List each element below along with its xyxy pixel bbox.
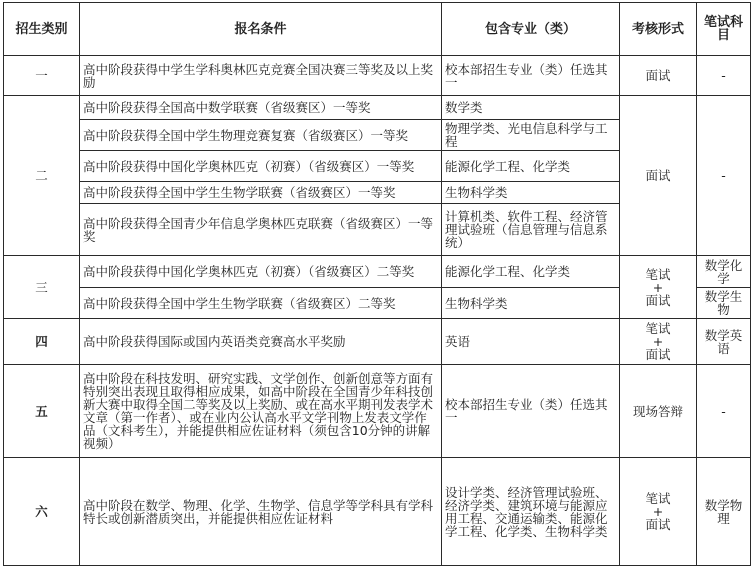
admission-table xyxy=(3,2,751,566)
condition-cell: 高中阶段获得国际或国内英语类竞赛高水平奖励 xyxy=(80,319,442,365)
assessment-cell: 面试 xyxy=(620,96,697,256)
header-major: 包含专业（类） xyxy=(442,3,620,56)
written-subject-cell: - xyxy=(697,96,751,256)
major-cell: 数学类 xyxy=(442,96,620,120)
table-row xyxy=(4,365,751,458)
condition-cell: 高中阶段获得中学生学科奥林匹克竞赛全国决赛三等奖及以上奖励 xyxy=(80,56,442,96)
table-row xyxy=(4,96,751,120)
assessment-cell: 面试 xyxy=(620,56,697,96)
major-cell: 能源化学工程、化学类 xyxy=(442,256,620,288)
written-subject-cell: - xyxy=(697,56,751,96)
assessment-cell: 现场答辩 xyxy=(620,365,697,458)
condition-cell: 高中阶段获得全国青少年信息学奥林匹克联赛（省级赛区）一等奖 xyxy=(80,204,442,256)
condition-cell: 高中阶段在数学、物理、化学、生物学、信息学等学科具有学科特长或创新潜质突出，并能提供相应佐证材料 xyxy=(80,458,442,566)
assessment-cell: 笔试 + 面试 xyxy=(620,319,697,365)
table-row xyxy=(4,458,751,566)
category-cell: 五 xyxy=(4,365,80,458)
written-subject-cell: 数学英语 xyxy=(697,319,751,365)
table-row xyxy=(4,56,751,96)
category-cell: 四 xyxy=(4,319,80,365)
assessment-cell: 笔试 + 面试 xyxy=(620,458,697,566)
written-subject-cell: - xyxy=(697,365,751,458)
major-cell: 物理学类、光电信息科学与工程 xyxy=(442,120,620,151)
condition-cell: 高中阶段获得中国化学奥林匹克（初赛）（省级赛区）一等奖 xyxy=(80,151,442,182)
table-row xyxy=(4,319,751,365)
category-cell: 一 xyxy=(4,56,80,96)
major-cell: 校本部招生专业（类）任选其一 xyxy=(442,56,620,96)
major-cell: 生物科学类 xyxy=(442,182,620,204)
header-category: 招生类别 xyxy=(4,3,80,56)
table-row xyxy=(4,256,751,288)
assessment-cell: 笔试 + 面试 xyxy=(620,256,697,319)
header-assessment: 考核形式 xyxy=(620,3,697,56)
category-cell: 二 xyxy=(4,96,80,256)
major-cell: 计算机类、软件工程、经济管理试验班（信息管理与信息系统） xyxy=(442,204,620,256)
major-cell: 设计学类、经济管理试验班、经济学类、建筑环境与能源应用工程、交通运输类、能源化学工程、化学类、生物科学类 xyxy=(442,458,620,566)
header-condition: 报名条件 xyxy=(80,3,442,56)
condition-cell: 高中阶段获得全国中学生生物学联赛（省级赛区）一等奖 xyxy=(80,182,442,204)
written-subject-cell: 数学化学 xyxy=(697,256,751,288)
header-row xyxy=(4,3,751,56)
written-subject-cell: 数学生物 xyxy=(697,288,751,319)
category-cell: 三 xyxy=(4,256,80,319)
category-cell: 六 xyxy=(4,458,80,566)
written-subject-cell: 数学物理 xyxy=(697,458,751,566)
condition-cell: 高中阶段获得中国化学奥林匹克（初赛）（省级赛区）二等奖 xyxy=(80,256,442,288)
major-cell: 生物科学类 xyxy=(442,288,620,319)
major-cell: 能源化学工程、化学类 xyxy=(442,151,620,182)
condition-cell: 高中阶段获得全国高中数学联赛（省级赛区）一等奖 xyxy=(80,96,442,120)
condition-cell: 高中阶段在科技发明、研究实践、文学创作、创新创意等方面有特别突出表现且取得相应成果，如高中阶段在全国青少年科技创新大赛中取得全国二等奖及以上奖励、或在高水平期刊发表学术文章（第一作者）、或在业内公认高水平文学刊物上发表文学作品（文科考生），并能提供相应佐证材料（须包含10分钟的讲解视频） xyxy=(80,365,442,458)
header-written-subject: 笔试科目 xyxy=(697,3,751,56)
major-cell: 英语 xyxy=(442,319,620,365)
condition-cell: 高中阶段获得全国中学生生物学联赛（省级赛区）二等奖 xyxy=(80,288,442,319)
condition-cell: 高中阶段获得全国中学生物理竞赛复赛（省级赛区）一等奖 xyxy=(80,120,442,151)
major-cell: 校本部招生专业（类）任选其一 xyxy=(442,365,620,458)
